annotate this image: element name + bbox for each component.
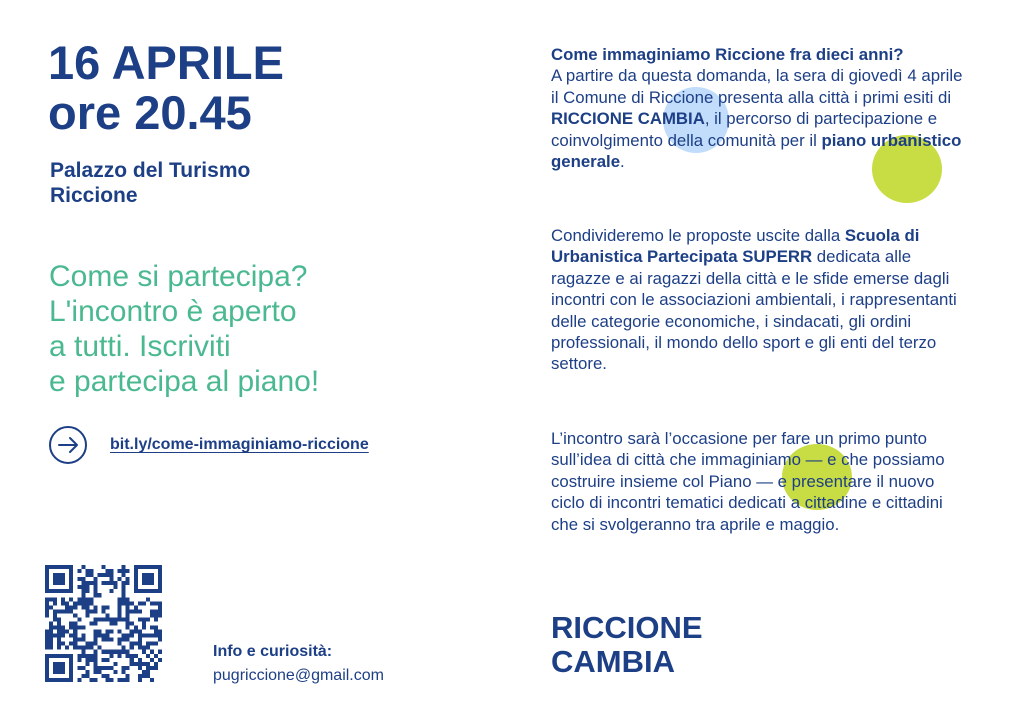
event-time: ore 20.45 [48,86,252,139]
event-venue [50,158,250,208]
proposals-bold: Scuola di Urbanistica Partecipata SUPERR [551,226,920,267]
occasion-paragraph [551,428,971,535]
participation-line-2: L'incontro è aperto [49,295,297,328]
arrow-right-circle-icon[interactable] [48,425,88,465]
intro-text-2: , il percorso di partecipazione e coinvolgimento della comunità per il [551,109,938,150]
contact-info [213,640,384,688]
proposals-paragraph [551,225,971,375]
participation-heading [49,259,319,399]
proposals-text-1: Condivideremo le proposte uscite dalla [551,226,845,245]
proposals-text-2: dedicata alle ragazze e ai ragazzi della città e le sfide emerse dagli incontri con le associazioni ambientali, i rappresentanti delle categorie economiche, i sindacati, gli ordini professionali, il mondo dello sport e gli enti del terzo settore. [551,247,957,374]
occasion-text: L’incontro sarà l’occasione per fare un primo punto sull’idea di città che immaginiamo — e che possiamo costruire insieme col Piano — e presentare il nuovo ciclo di incontri tematici dedicati a cittadine e cittadini che si svolgeranno tra aprile e maggio. [551,429,945,534]
intro-paragraph [551,44,971,172]
participation-line-4: e partecipa al piano! [49,365,320,398]
event-date: 16 APRILE [48,36,284,89]
intro-question: Come immaginiamo Riccione fra dieci anni? [551,45,904,64]
event-date-time [48,38,284,138]
intro-bold-1: RICCIONE CAMBIA [551,109,705,129]
registration-link[interactable]: bit.ly/come-immaginiamo-riccione [110,436,369,453]
brand-line-1: RICCIONE [551,610,703,645]
contact-email[interactable]: pugriccione@gmail.com [213,667,384,684]
intro-text-1: A partire da questa domanda, la sera di giovedì 4 aprile il Comune di Riccione presenta alla città i primi esiti di [551,66,963,107]
venue-name: Palazzo del Turismo [50,159,251,182]
participation-line-3: a tutti. Iscriviti [49,330,231,363]
registration-link-row[interactable] [48,425,369,465]
venue-city: Riccione [50,184,138,207]
brand-line-2: CAMBIA [551,644,675,679]
intro-bold-2: piano urbanistico generale [551,130,962,172]
contact-label: Info e curiosità: [213,643,333,660]
participation-line-1: Come si partecipa? [49,260,308,293]
brand-logo-text [551,611,703,679]
qr-code[interactable] [45,565,162,682]
intro-text-3: . [620,152,625,172]
